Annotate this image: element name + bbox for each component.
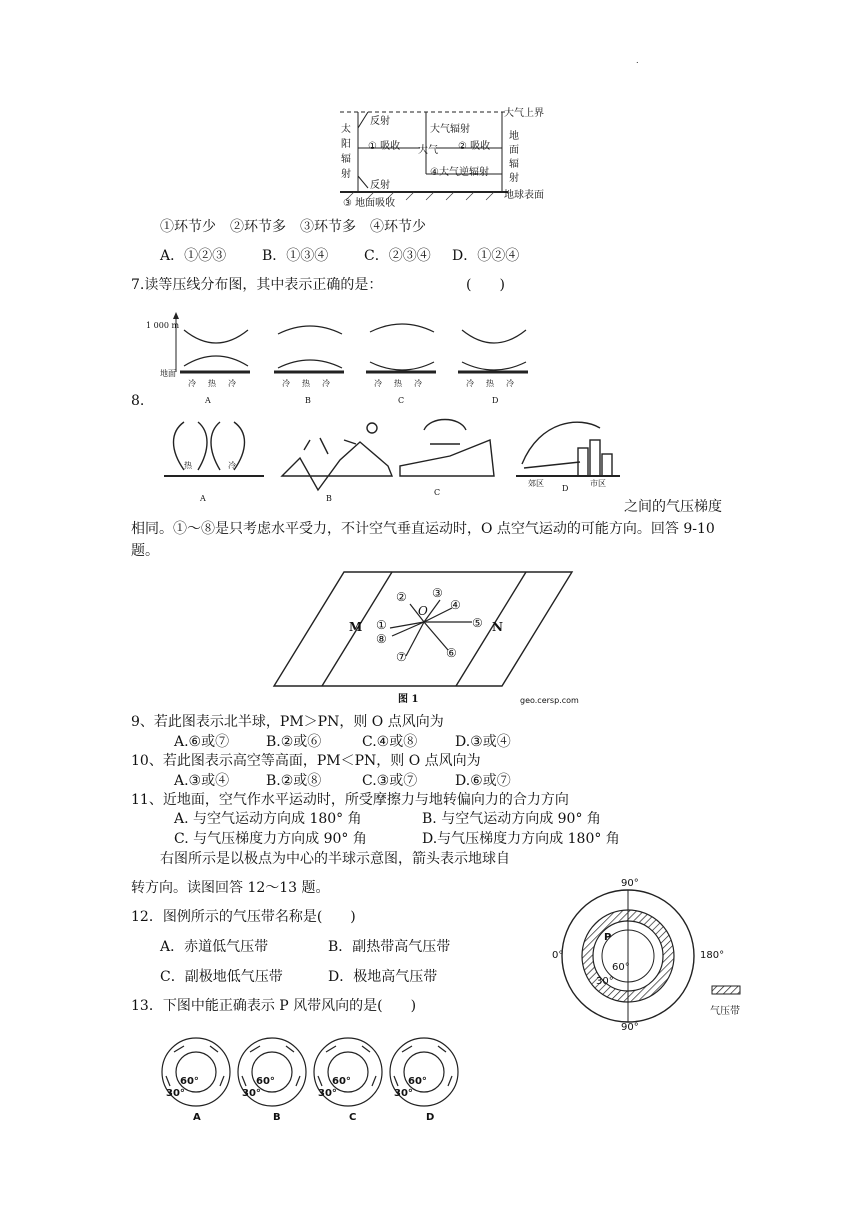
- ground-label: 地面: [160, 369, 176, 378]
- label-ground-radiation: 地面辐射: [509, 131, 519, 184]
- q10-option-c: C.③或⑦: [362, 773, 418, 789]
- panel-b-cold-left: 冷: [282, 379, 290, 388]
- label-top-atmosphere: 大气上界: [504, 108, 544, 119]
- globe-legend-label: 气压带: [710, 1006, 740, 1017]
- panel-a-cold-right: 冷: [228, 379, 236, 388]
- label-atmosphere: 大气: [418, 145, 438, 156]
- panel-d-cold-right: 冷: [506, 379, 514, 388]
- panel-d-cold-left: 冷: [466, 379, 474, 388]
- q13-c-letter: C: [349, 1112, 357, 1123]
- q13-c-lat30: 30°: [318, 1088, 337, 1099]
- globe-label-30: 30°: [596, 976, 614, 987]
- globe-label-p: P: [604, 932, 612, 943]
- panel-a-cold-left: 冷: [188, 379, 196, 388]
- label-back-radiation: ④大气逆辐射: [430, 167, 489, 178]
- q7-question: 7.读等压线分布图，其中表示正确的是：: [131, 277, 383, 293]
- direction-6: ⑥: [446, 646, 457, 660]
- q9-question: 9、若此图表示北半球，PM＞PN，则 O 点风向为: [131, 714, 444, 730]
- panel-c-hot: 热: [394, 379, 402, 388]
- circulation-figure: [160, 410, 630, 500]
- q11-question: 11、近地面，空气作水平运动时，所受摩擦力与地转偏向力的合力方向: [131, 792, 569, 808]
- label-absorb-1: ① 吸收: [368, 141, 401, 152]
- q8-text-tail: 之间的气压梯度: [624, 499, 722, 515]
- q12-option-d: D．极地高气压带: [328, 969, 438, 985]
- q12-option-b: B．副热带高气压带: [328, 939, 451, 955]
- label-reflect-top: 反射: [370, 116, 390, 127]
- q8-panel-b: B: [326, 494, 332, 503]
- panel-a-hot: 热: [208, 379, 216, 388]
- q10-option-d: D.⑥或⑦: [455, 773, 511, 789]
- q13-b-lat60: 60°: [256, 1076, 275, 1087]
- q10-option-a: A.③或④: [174, 773, 230, 789]
- altitude-label: 1 000 m: [146, 321, 180, 330]
- q8-suburb: 郊区: [528, 479, 544, 488]
- q6-option-c: C．②③④: [364, 248, 431, 264]
- intro-line1: 右图所示是以极点为中心的半球示意图，箭头表示地球自: [160, 851, 510, 867]
- q8-text-line2: 相同。①～⑧是只考虑水平受力，不计空气垂直运动时，O 点空气运动的可能方向。回答 9-10: [131, 521, 715, 537]
- q13-b-letter: B: [273, 1112, 281, 1123]
- label-atm-radiation: 大气辐射: [430, 124, 470, 135]
- label-absorb-2: ② 吸收: [458, 141, 491, 152]
- figure-1-parallelogram: [272, 570, 576, 690]
- label-ground-absorb: ③ 地面吸收: [343, 198, 396, 209]
- panel-c-letter: C: [398, 396, 405, 405]
- label-o: O: [418, 604, 428, 618]
- panel-c-cold-left: 冷: [374, 379, 382, 388]
- q6-option-a: A．①②③: [160, 248, 227, 264]
- q11-option-b: B. 与空气运动方向成 90° 角: [422, 811, 601, 827]
- q13-b-lat30: 30°: [242, 1088, 261, 1099]
- q8-city: 市区: [590, 479, 606, 488]
- q6-option-d: D．①②④: [452, 248, 520, 264]
- q12-question: 12．图例所示的气压带名称是( ): [131, 909, 356, 925]
- globe-label-right: 180°: [700, 950, 725, 961]
- panel-d-hot: 热: [486, 379, 494, 388]
- q7-answer-paren: ( ): [466, 277, 505, 293]
- q13-d-lat30: 30°: [394, 1088, 413, 1099]
- q6-statements: ①环节少 ②环节多 ③环节多 ④环节少: [160, 219, 426, 235]
- panel-b-hot: 热: [302, 379, 310, 388]
- direction-8: ⑧: [376, 632, 387, 646]
- globe-label-top: 90°: [621, 878, 639, 889]
- q8-text-line3: 题。: [131, 543, 159, 559]
- q8-number: 8.: [131, 393, 145, 409]
- q8-a-hot: 热: [184, 461, 192, 470]
- q12-option-a: A．赤道低气压带: [160, 939, 269, 955]
- q13-c-lat60: 60°: [332, 1076, 351, 1087]
- q10-option-b: B.②或⑧: [266, 773, 322, 789]
- panel-b-letter: B: [305, 396, 311, 405]
- q6-option-b: B．①③④: [262, 248, 329, 264]
- q8-a-cold: 冷: [228, 461, 236, 470]
- direction-5: ⑤: [472, 616, 483, 630]
- label-reflect-bottom: 反射: [370, 180, 390, 191]
- q9-option-b: B.②或⑥: [266, 734, 322, 750]
- q12-option-c: C．副极地低气压带: [160, 969, 283, 985]
- q9-option-a: A.⑥或⑦: [174, 734, 230, 750]
- figure-1-caption: 图 1: [398, 694, 419, 705]
- panel-a-letter: A: [205, 396, 211, 405]
- label-solar-radiation: 太阳辐射: [341, 124, 351, 180]
- q13-a-lat30: 30°: [166, 1088, 185, 1099]
- q11-option-a: A. 与空气运动方向成 180° 角: [174, 811, 362, 827]
- page-dot: .: [636, 56, 639, 65]
- label-m: M: [349, 620, 363, 634]
- q13-a-letter: A: [193, 1112, 201, 1123]
- direction-2: ②: [396, 590, 407, 604]
- panel-c-cold-right: 冷: [414, 379, 422, 388]
- intro-line2: 转方向。读图回答 12～13 题。: [131, 880, 330, 896]
- q13-d-letter: D: [426, 1112, 435, 1123]
- q9-option-d: D.③或④: [455, 734, 511, 750]
- q8-panel-d: D: [562, 484, 569, 493]
- globe-label-left: 0°: [552, 950, 564, 961]
- isobar-figure: [140, 312, 540, 400]
- globe-label-bottom: 90°: [621, 1022, 639, 1033]
- q11-option-c: C. 与气压梯度力方向成 90° 角: [174, 831, 367, 847]
- direction-1: ①: [376, 618, 387, 632]
- q13-d-lat60: 60°: [408, 1076, 427, 1087]
- q11-option-d: D.与气压梯度力方向成 180° 角: [422, 831, 620, 847]
- q9-option-c: C.④或⑧: [362, 734, 418, 750]
- q10-question: 10、若此图表示高空等高面，PM＜PN，则 O 点风向为: [131, 753, 481, 769]
- figure-1-source: geo.cersp.com: [520, 696, 579, 705]
- q8-panel-c: C: [434, 488, 441, 497]
- label-n: N: [492, 620, 503, 634]
- label-earth-surface: 地球表面: [504, 190, 544, 201]
- q8-panel-a: A: [200, 494, 206, 503]
- panel-d-letter: D: [492, 396, 499, 405]
- direction-7: ⑦: [396, 650, 407, 664]
- panel-b-cold-right: 冷: [322, 379, 330, 388]
- direction-3: ③: [432, 586, 443, 600]
- direction-4: ④: [450, 598, 461, 612]
- q13-wind-panels: [160, 1036, 470, 1108]
- globe-label-60: 60°: [612, 962, 630, 973]
- hemisphere-diagram: [560, 888, 760, 1044]
- q13-a-lat60: 60°: [180, 1076, 199, 1087]
- q13-question: 13．下图中能正确表示 P 风带风向的是( ): [131, 998, 417, 1014]
